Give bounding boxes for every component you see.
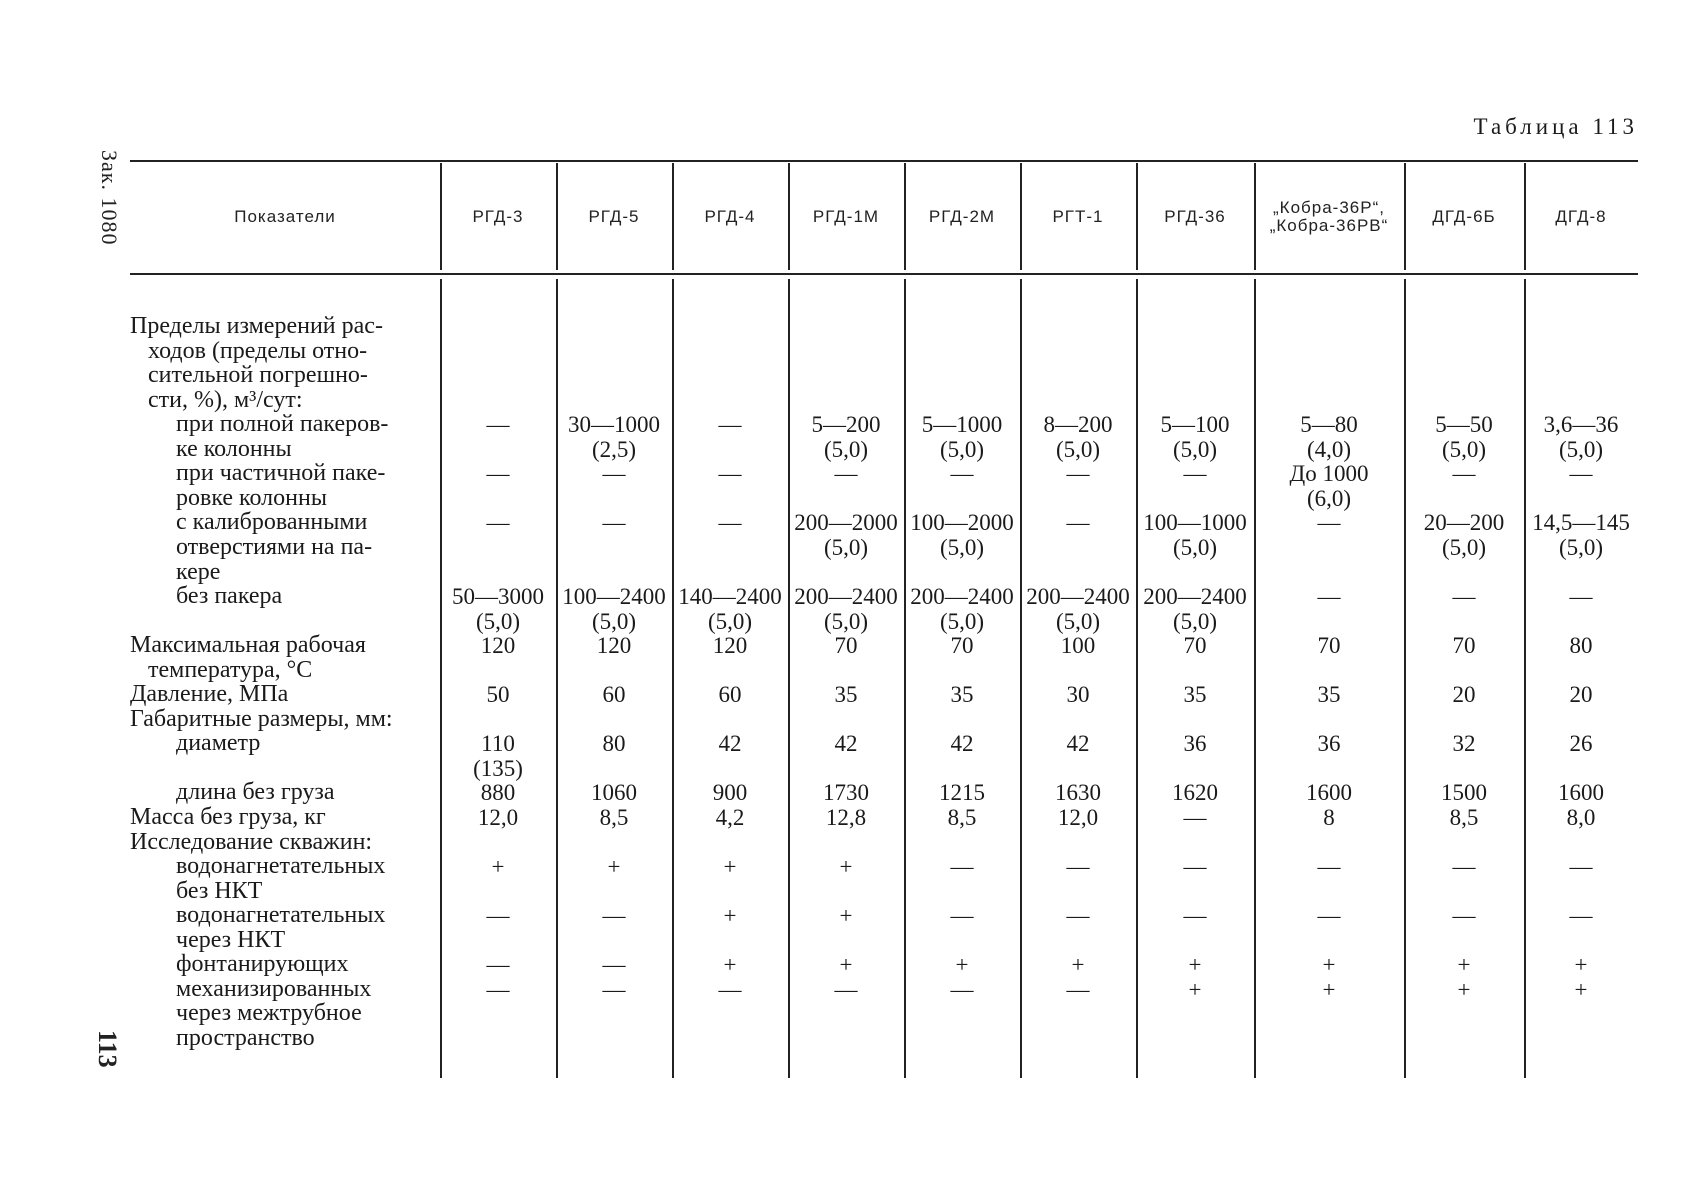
table-cell: 1215: [939, 780, 985, 806]
table-cell: —: [1183, 805, 1207, 830]
row-label: диаметр: [176, 730, 261, 757]
table-cell: 12,0: [477, 805, 519, 830]
table-cell: 32: [1452, 731, 1476, 757]
table-cell: 8,0: [1566, 805, 1596, 830]
row-label: ровке колонны: [176, 484, 327, 511]
table-cell: 80: [602, 731, 626, 757]
table-cell: —: [1183, 854, 1207, 880]
table-cell: 100—2400: [562, 584, 666, 610]
table-cell: +: [955, 952, 969, 978]
table-cell: 20—200: [1423, 510, 1505, 536]
row-label: сительной погрешно-: [148, 362, 368, 389]
table-cell: —: [1569, 854, 1593, 880]
table-cell: (5,0): [1441, 436, 1487, 462]
table-cell: 26: [1569, 731, 1593, 757]
table-cell: +: [1322, 952, 1336, 978]
table-cell: +: [491, 854, 505, 880]
header-column: ДГД-8: [1555, 207, 1607, 226]
table-title: Таблица 113: [1473, 114, 1638, 139]
table-cell: 35: [1317, 682, 1341, 708]
table-cell: +: [723, 952, 737, 978]
table-cell: 100: [1060, 633, 1096, 659]
header-column: ДГД-6Б: [1432, 207, 1496, 226]
table-cell: —: [1317, 510, 1341, 536]
row-label: кере: [176, 558, 221, 585]
row-label: через межтрубное: [176, 1000, 362, 1027]
table-cell: —: [1317, 903, 1341, 929]
table-cell: 8—200: [1043, 412, 1113, 438]
table-cell: 8,5: [1449, 805, 1479, 830]
table-cell: 42: [950, 731, 974, 757]
row-label: через НКТ: [176, 926, 286, 953]
table-cell: —: [718, 510, 742, 536]
header-column: РГД-4: [704, 207, 756, 226]
table-cell: —: [1066, 854, 1090, 880]
row-label: ходов (пределы отно-: [148, 337, 368, 364]
table-cell: 70: [1452, 633, 1476, 659]
table-cell: 36: [1183, 731, 1207, 757]
row-label: фонтанирующих: [176, 951, 349, 978]
table-cell: 100—2000: [910, 510, 1014, 536]
row-label: при полной пакеров-: [176, 411, 389, 438]
table-cell: (5,0): [1172, 534, 1218, 560]
table-cell: 8,5: [599, 805, 629, 830]
table-cell: +: [1574, 952, 1588, 978]
row-label: с калиброванными: [176, 509, 368, 536]
table-cell: —: [1452, 461, 1476, 487]
table-cell: 100—1000: [1143, 510, 1247, 536]
table-cell: 1500: [1441, 780, 1487, 806]
table-cell: —: [718, 461, 742, 487]
table-cell: (5,0): [939, 534, 985, 560]
row-label: водонагнетательных: [176, 902, 386, 929]
table-cell: (135): [473, 755, 523, 781]
row-label: ке колонны: [176, 435, 292, 462]
table-cell: +: [1071, 952, 1085, 978]
table-cell: 42: [834, 731, 858, 757]
table-cell: 80: [1569, 633, 1593, 659]
table-cell: 50—3000: [452, 584, 544, 610]
table-cell: —: [1317, 854, 1341, 880]
table-cell: 200—2400: [1026, 584, 1130, 610]
row-label: длина без груза: [176, 779, 335, 806]
table-cell: —: [834, 461, 858, 487]
table-cell: 120: [480, 633, 516, 659]
row-label: без пакера: [176, 583, 283, 610]
row-label: Максимальная рабочая: [130, 632, 366, 659]
row-label: механизированных: [176, 975, 372, 1002]
table-cell: —: [1066, 461, 1090, 487]
table-cell: —: [834, 976, 858, 1002]
table-cell: 8,5: [947, 805, 977, 830]
table-cell: 70: [1183, 633, 1207, 659]
table-cell: —: [602, 976, 626, 1002]
table-cell: —: [950, 854, 974, 880]
table-cell: 5—100: [1160, 412, 1230, 438]
order-note: Зак. 1080: [97, 150, 122, 246]
table-cell: 70: [834, 633, 858, 659]
header-column: РГД-1М: [812, 207, 880, 226]
table-cell: 30: [1066, 682, 1090, 708]
header-column: „Кобра-36Р“, „Кобра-36РВ“: [1269, 198, 1389, 235]
table-cell: —: [1066, 903, 1090, 929]
table-cell: 4,2: [715, 805, 745, 830]
table-cell: 70: [950, 633, 974, 659]
page-number: 113: [93, 1030, 122, 1068]
table-cell: —: [486, 412, 510, 438]
table-cell: 20: [1452, 682, 1476, 708]
table-cell: —: [486, 976, 510, 1002]
table-cell: 200—2400: [1143, 584, 1247, 610]
table-cell: +: [1188, 976, 1202, 1002]
table-cell: —: [950, 461, 974, 487]
table-cell: +: [839, 854, 853, 880]
table-cell: —: [602, 461, 626, 487]
table-cell: —: [602, 510, 626, 536]
row-label: пространство: [176, 1024, 315, 1051]
table-cell: (5,0): [1172, 436, 1218, 462]
row-label: отверстиями на па-: [176, 533, 373, 560]
table-cell: 5—200: [811, 412, 881, 438]
table-cell: (5,0): [823, 608, 869, 634]
table-cell: 12,8: [825, 805, 867, 830]
table-cell: (5,0): [1055, 608, 1101, 634]
table-cell: 1600: [1558, 780, 1604, 806]
row-label: при частичной паке-: [176, 460, 386, 487]
table-cell: (5,0): [1172, 608, 1218, 634]
table-cell: 900: [712, 780, 748, 806]
row-label: Масса без груза, кг: [130, 804, 326, 830]
table-cell: —: [1569, 461, 1593, 487]
table-cell: 14,5—145: [1532, 510, 1630, 536]
table-cell: 1060: [591, 780, 637, 806]
table-cell: +: [1574, 976, 1588, 1002]
table-cell: 36: [1317, 731, 1341, 757]
row-label: сти, %), м³/сут:: [148, 386, 303, 413]
table-cell: —: [950, 976, 974, 1002]
table-cell: —: [1569, 584, 1593, 610]
table-cell: +: [1457, 976, 1471, 1002]
table-cell: 60: [602, 682, 626, 708]
table-cell: 880: [480, 780, 516, 806]
row-label: Давление, МПа: [130, 681, 289, 708]
table-cell: 5—1000: [921, 412, 1003, 438]
table-cell: (5,0): [823, 534, 869, 560]
table-cell: (5,0): [1441, 534, 1487, 560]
table-cell: 35: [1183, 682, 1207, 708]
table-cell: 35: [834, 682, 858, 708]
table-cell: —: [1183, 461, 1207, 487]
table-cell: (5,0): [1558, 436, 1604, 462]
table-cell: —: [1066, 510, 1090, 536]
header-rule: [130, 273, 1638, 275]
table-cell: —: [1183, 903, 1207, 929]
table-cell: 120: [712, 633, 748, 659]
table-cell: 1630: [1055, 780, 1101, 806]
table-cell: (5,0): [591, 608, 637, 634]
table-cell: 5—80: [1300, 412, 1358, 438]
table-cell: +: [723, 854, 737, 880]
row-label: водонагнетательных: [176, 853, 386, 880]
table-cell: (4,0): [1306, 436, 1352, 462]
table-cell: +: [839, 903, 853, 929]
table-cell: 3,6—36: [1543, 412, 1619, 438]
table-cell: (5,0): [939, 608, 985, 634]
table-cell: 1730: [823, 780, 869, 806]
header-column: РГД-3: [472, 207, 524, 226]
table-cell: —: [602, 903, 626, 929]
table-cell: До 1000: [1289, 461, 1369, 487]
table-cell: (5,0): [823, 436, 869, 462]
table-cell: +: [839, 952, 853, 978]
table-cell: 60: [718, 682, 742, 708]
table-cell: (5,0): [707, 608, 753, 634]
header-column: РГД-2М: [928, 207, 996, 226]
table-cell: 35: [950, 682, 974, 708]
table-cell: —: [1066, 976, 1090, 1002]
table-cell: 120: [596, 633, 632, 659]
table-cell: 70: [1317, 633, 1341, 659]
table-cell: —: [1569, 903, 1593, 929]
table-cell: —: [1452, 584, 1476, 610]
table-cell: 140—2400: [678, 584, 782, 610]
table-cell: 30—1000: [568, 412, 660, 438]
table-cell: 42: [1066, 731, 1090, 757]
table-cell: (5,0): [475, 608, 521, 634]
table-cell: +: [723, 903, 737, 929]
table-cell: (5,0): [1055, 436, 1101, 462]
row-label: без НКТ: [176, 877, 263, 904]
table-cell: 42: [718, 731, 742, 757]
table-cell: —: [718, 412, 742, 438]
header-column: РГД-5: [588, 207, 640, 226]
table-cell: 200—2000: [794, 510, 898, 536]
table-cell: 5—50: [1435, 412, 1493, 438]
table-cell: —: [602, 952, 626, 978]
table-cell: —: [486, 461, 510, 487]
header-indicator: Показатели: [234, 207, 336, 226]
table-cell: —: [486, 510, 510, 536]
row-label: температура, °С: [148, 656, 313, 683]
table-cell: —: [1452, 854, 1476, 880]
table-cell: 200—2400: [910, 584, 1014, 610]
table-cell: 8: [1323, 805, 1335, 830]
table-cell: +: [1457, 952, 1471, 978]
row-label: Пределы измерений рас-: [130, 313, 383, 339]
table-cell: 50: [486, 682, 510, 708]
row-label: Габаритные размеры, мм:: [130, 705, 393, 732]
table-cell: (5,0): [1558, 534, 1604, 560]
table-cell: +: [1188, 952, 1202, 978]
table-top-rule: [130, 160, 1638, 162]
table-cell: +: [607, 854, 621, 880]
table-cell: (6,0): [1306, 485, 1352, 511]
table-cell: 1600: [1306, 780, 1352, 806]
table-cell: —: [1317, 584, 1341, 610]
table-cell: —: [718, 976, 742, 1002]
table-cell: 200—2400: [794, 584, 898, 610]
table-cell: 20: [1569, 682, 1593, 708]
table-cell: +: [1322, 976, 1336, 1002]
table-cell: 110: [481, 731, 515, 757]
table-cell: —: [950, 903, 974, 929]
header-column: РГД-36: [1164, 207, 1226, 226]
table-cell: —: [1452, 903, 1476, 929]
table-cell: —: [486, 952, 510, 978]
table-cell: 12,0: [1057, 805, 1099, 830]
table-cell: (5,0): [939, 436, 985, 462]
row-label: Исследование скважин:: [130, 828, 373, 855]
table-cell: (2,5): [591, 436, 637, 462]
table-cell: —: [486, 903, 510, 929]
header-column: РГТ-1: [1052, 207, 1104, 226]
table-cell: 1620: [1172, 780, 1218, 806]
